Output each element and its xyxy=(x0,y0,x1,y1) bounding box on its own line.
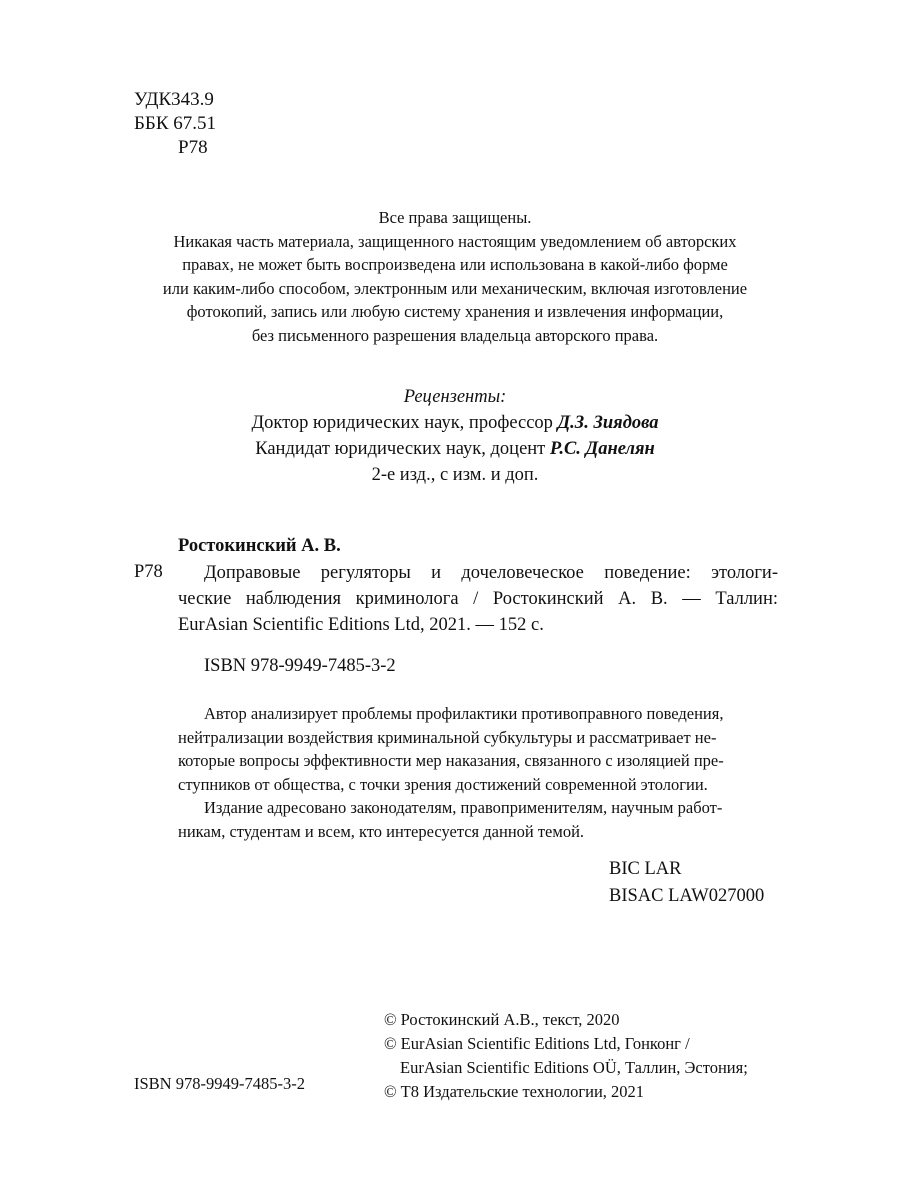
description-text: EurAsian Scientific Editions Ltd, 2021. — 152 с. xyxy=(178,615,544,635)
description-line xyxy=(178,612,778,638)
reviewer-2 xyxy=(100,436,810,462)
catalog-isbn: ISBN 978-9949-7485-3-2 xyxy=(204,656,396,676)
rights-line: фотокопий, запись или любую систему хранения и извлечения информации, xyxy=(186,302,724,321)
reviewer-2-title: Кандидат юридических наук, доцент xyxy=(255,439,550,459)
reviewer-2-name: Р.С. Данелян xyxy=(549,439,655,459)
udk-code: УДК343.9 xyxy=(134,89,214,110)
bisac-code: BISAC LAW027000 xyxy=(609,886,765,906)
reviewers-heading: Рецензенты: xyxy=(403,387,507,407)
edition-note: 2-е изд., с изм. и доп. xyxy=(371,465,539,485)
bbk-code: ББК 67.51 xyxy=(134,113,216,134)
bic-code: BIC LAR xyxy=(609,859,682,879)
reviewers-block xyxy=(100,384,810,488)
description-line xyxy=(178,586,778,612)
reviewer-1 xyxy=(100,410,810,436)
copyright-line: © Т8 Издательские технологии, 2021 xyxy=(384,1082,645,1101)
rights-notice xyxy=(100,206,810,347)
copyright-line: EurAsian Scientific Editions OÜ, Таллин, Эстония; xyxy=(400,1058,748,1077)
description-text: Доправовые регуляторы и дочеловеческое поведение: этологи- xyxy=(204,563,778,583)
annotation-line: которые вопросы эффективности мер наказания, связанного с изоляцией пре- xyxy=(178,751,724,770)
copyright-line: © EurAsian Scientific Editions Ltd, Гонконг / xyxy=(384,1034,690,1053)
bottom-isbn: ISBN 978-9949-7485-3-2 xyxy=(134,1074,305,1093)
rights-line: Все права защищены. xyxy=(378,208,532,227)
annotation-line: никам, студентам и всем, кто интересуется данной темой. xyxy=(178,821,585,841)
description-text: ческие наблюдения криминолога / Ростокинский А. В. — Таллин: xyxy=(178,589,778,609)
copyright-block xyxy=(384,1008,748,1104)
copyright-line: © Ростокинский А.В., текст, 2020 xyxy=(384,1010,620,1029)
reviewer-1-name: Д.З. Зиядова xyxy=(557,413,659,433)
rights-line: правах, не может быть воспроизведена или использована в какой-либо форме xyxy=(182,255,728,274)
catalog-code: Р78 xyxy=(134,562,163,582)
reviewer-1-title: Доктор юридических наук, профессор xyxy=(251,413,558,433)
classification-codes xyxy=(134,88,216,160)
rights-line: или каким-либо способом, электронным или механическим, включая изготовление xyxy=(162,278,748,298)
annotation-line: Издание адресовано законодателям, правоприменителям, научным работ- xyxy=(204,798,723,817)
author-sign-code: Р78 xyxy=(178,137,208,158)
annotation-line: ступников от общества, с точки зрения достижений современной этологии. xyxy=(178,774,708,794)
catalog-author: Ростокинский А. В. xyxy=(178,536,341,556)
annotation-block xyxy=(178,702,778,843)
annotation-line: нейтрализации воздействия криминальной субкультуры и рассматривает не- xyxy=(178,727,717,747)
description-line xyxy=(178,560,778,586)
rights-line: Никакая часть материала, защищенного настоящим уведомлением об авторских xyxy=(173,231,737,251)
rights-line: без письменного разрешения владельца авторского права. xyxy=(251,325,659,345)
catalog-description xyxy=(178,560,778,638)
subject-codes xyxy=(609,856,764,910)
annotation-line: Автор анализирует проблемы профилактики противоправного поведения, xyxy=(204,704,724,723)
